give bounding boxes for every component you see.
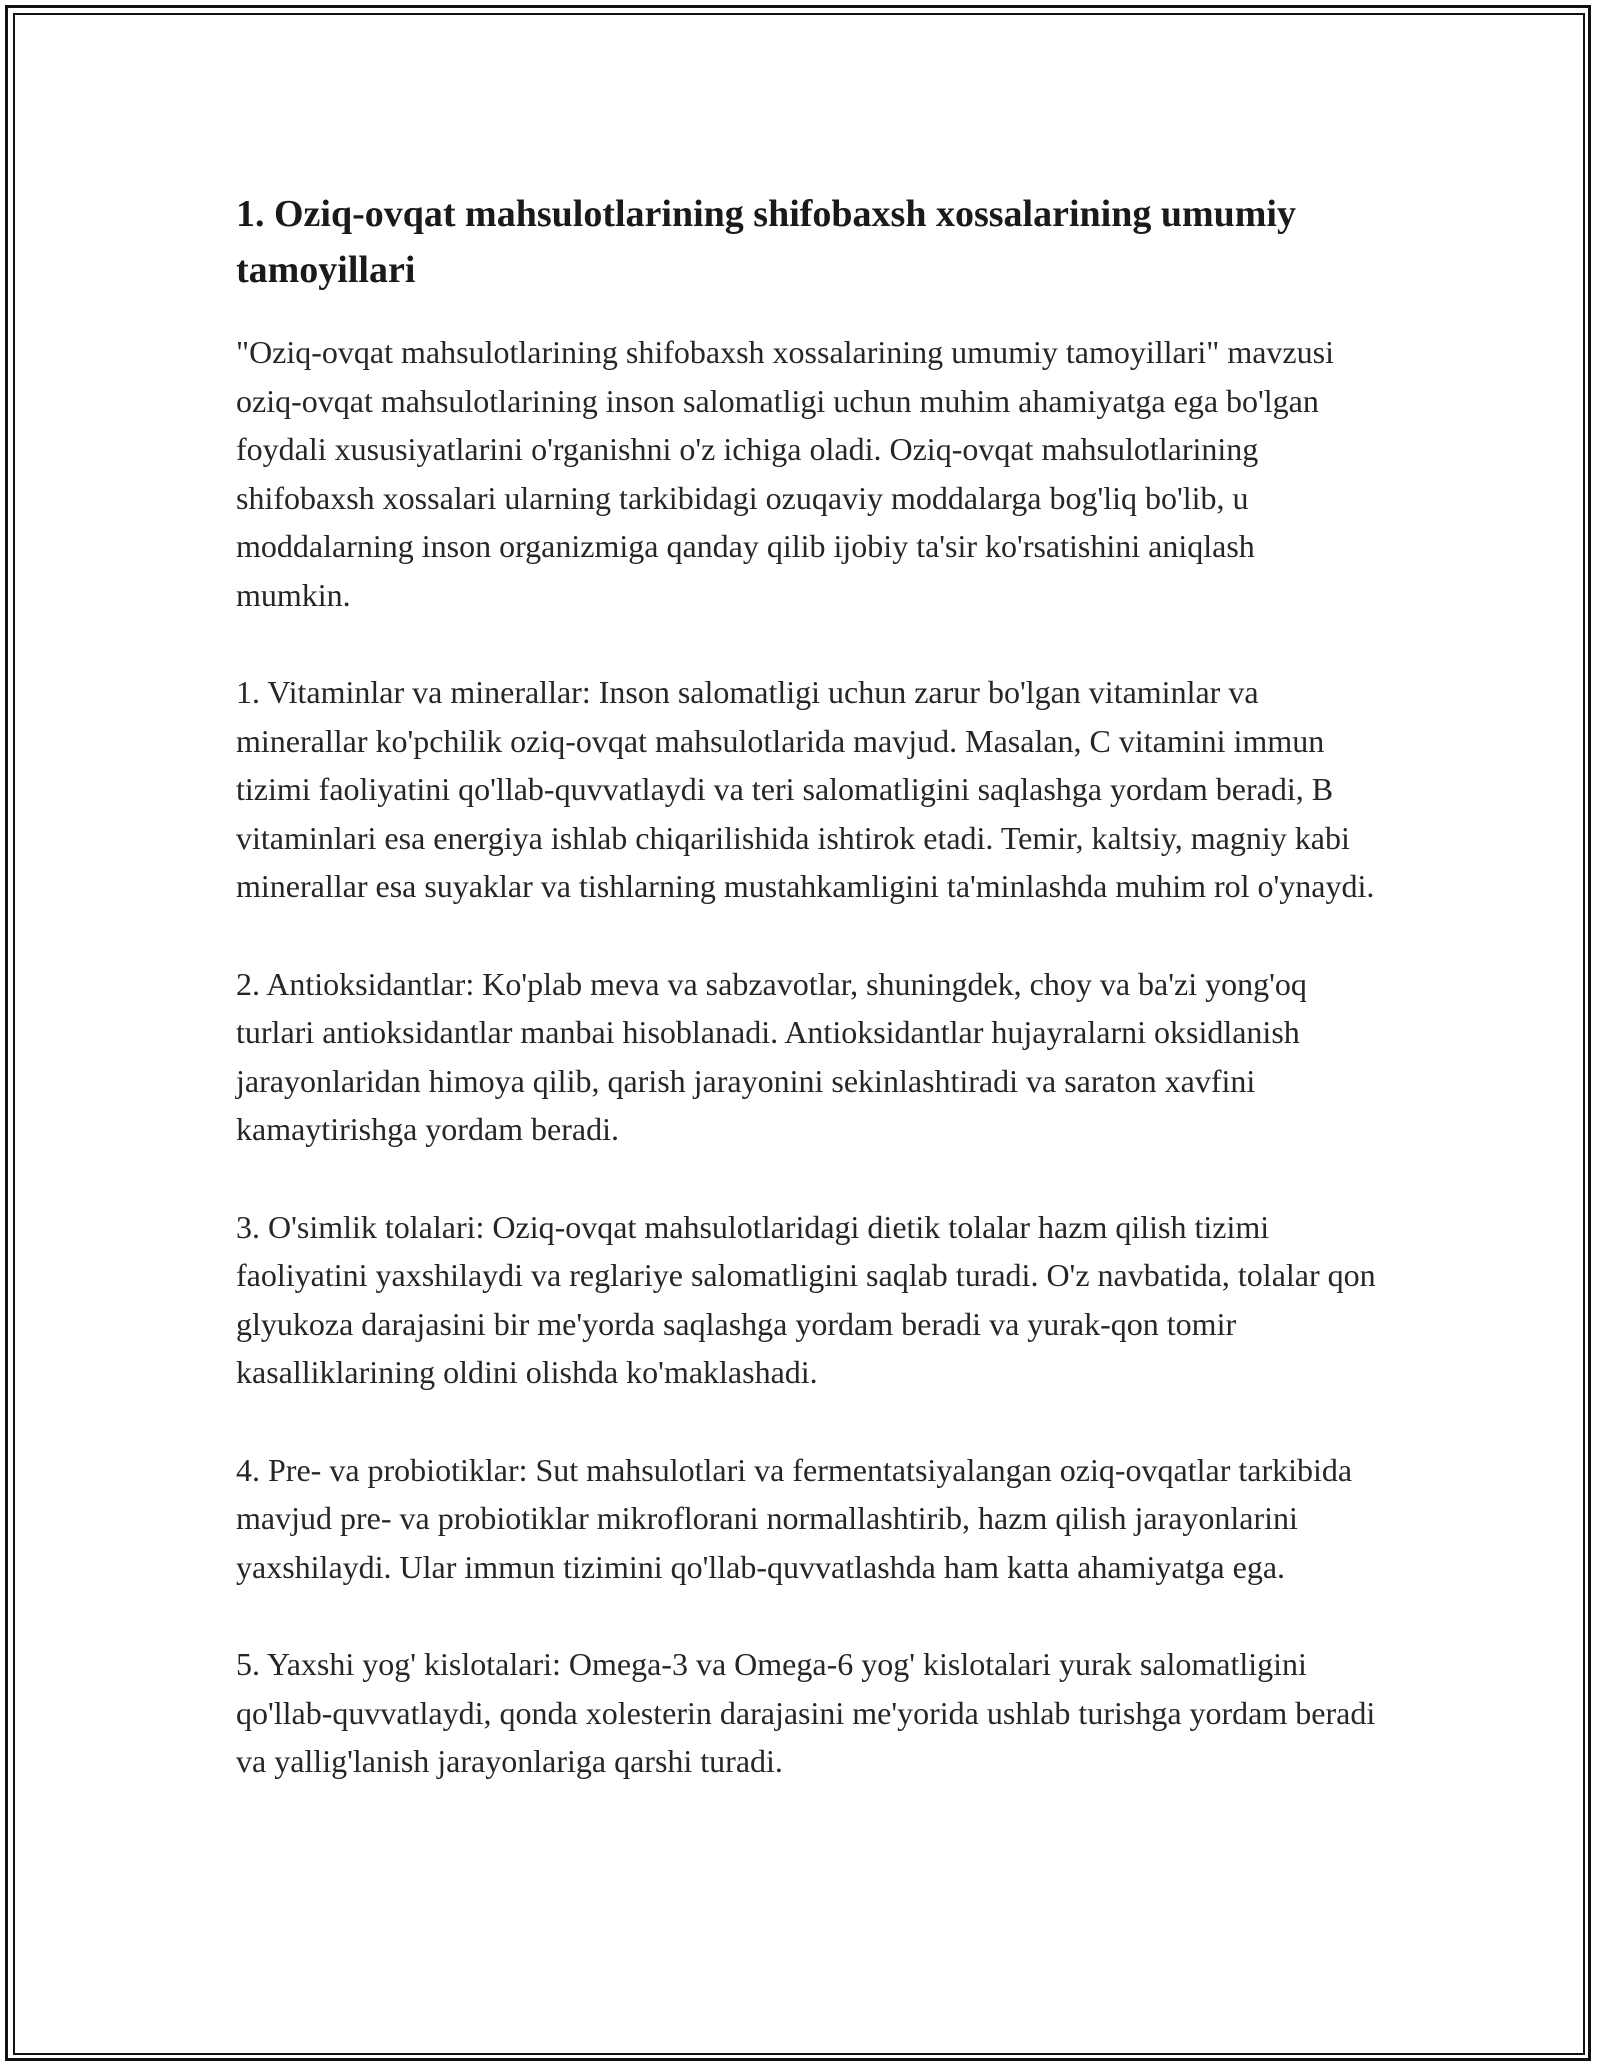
intro-paragraph: "Oziq-ovqat mahsulotlarining shifobaxsh xossalarining umumiy tamoyillari" mavzusi oziq-ovqat mahsulotlarining inson salomatligi uchun muhim ahamiyatga ega bo'lgan foydali xususiyatlarini o'rganishni o'z ichiga oladi. Oziq-ovqat mahsulotlarining shifobaxsh xossalari ularning tarkibidagi ozuqaviy moddalarga bog'liq bo'lib, u moddalarning inson organizmiga qanday qilib ijobiy ta'sir ko'rsatishini aniqlash mumkin. <box>236 334 1334 613</box>
paragraph-vitamins-minerals: 1. Vitaminlar va minerallar: Inson salomatligi uchun zarur bo'lgan vitaminlar va minerallar ko'pchilik oziq-ovqat mahsulotlarida mavjud. Masalan, C vitamini immun tizimi faoliyatini qo'llab-quvvatlaydi va teri salomatligini saqlashga yordam beradi, B vitaminlari esa energiya ishlab chiqarilishida ishtirok etadi. Temir, kaltsiy, magniy kabi minerallar esa suyaklar va tishlarning mustahkamligini ta'minlashda muhim rol o'ynaydi. <box>236 674 1375 904</box>
paragraph-antioxidants: 2. Antioksidantlar: Ko'plab meva va sabzavotlar, shuningdek, choy va ba'zi yong'oq turlari antioksidantlar manbai hisoblanadi. Antioksidantlar hujayralarni oksidlanish jarayonlaridan himoya qilib, qarish jarayonini sekinlashtiradi va saraton xavfini kamaytirishga yordam beradi. <box>236 965 1307 1147</box>
document-body <box>236 186 1376 1835</box>
paragraph-pre-probiotics: 4. Pre- va probiotiklar: Sut mahsulotlari va fermentatsiyalangan oziq-ovqatlar tarkibida mavjud pre- va probiotiklar mikroflorani normallashtirib, hazm qilish jarayonlarini yaxshilaydi. Ular immun tizimini qo'llab-quvvatlashda ham katta ahamiyatga ega. <box>236 1451 1353 1585</box>
section-title: 1. Oziq-ovqat mahsulotlarining shifobaxsh xossalarining umumiy tamoyillari <box>236 193 1296 291</box>
paragraph-plant-fibers: 3. O'simlik tolalari: Oziq-ovqat mahsulotlaridagi dietik tolalar hazm qilish tizimi faoliyatini yaxshilaydi va reglariye salomatligini saqlab turadi. O'z navbatida, tolalar qon glyukoza darajasini bir me'yorda saqlashga yordam beradi va yurak-qon tomir kasalliklarining oldini olishda ko'maklashadi. <box>236 1208 1376 1390</box>
paragraph-fatty-acids: 5. Yaxshi yog' kislotalari: Omega-3 va Omega-6 yog' kislotalari yurak salomatligini qo'llab-quvvatlaydi, qonda xolesterin darajasini me'yorida ushlab turishga yordam beradi va yallig'lanish jarayonlariga qarshi turadi. <box>236 1646 1376 1779</box>
